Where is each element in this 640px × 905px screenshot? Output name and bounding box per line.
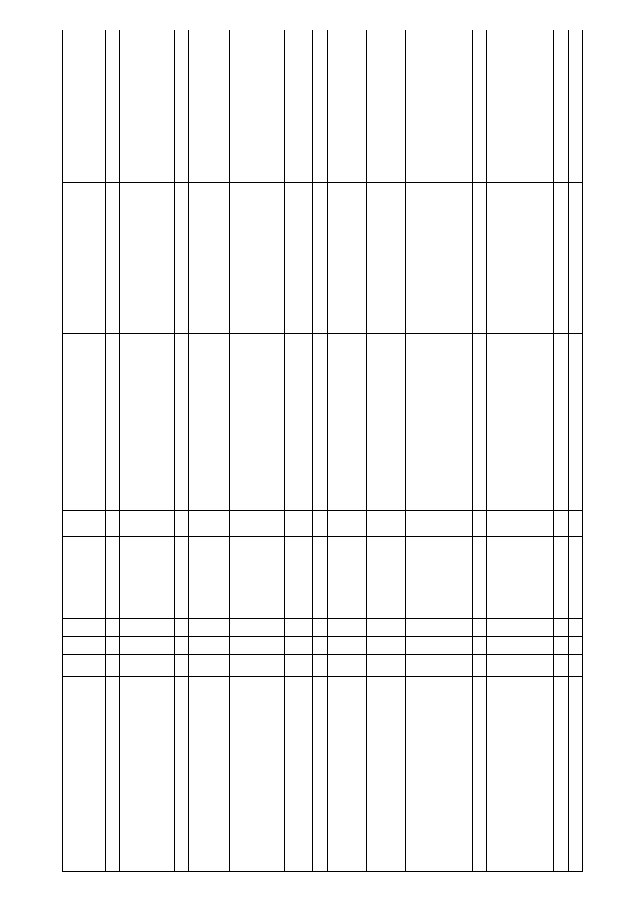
cell-expense-type [229,511,284,537]
cell-section [487,637,554,655]
cell-name [568,677,582,872]
cell-subsection [487,619,554,637]
cell-target-article [367,537,406,619]
cell-sum-2021 [175,30,189,183]
cell-section [406,637,473,655]
table-row [406,30,473,872]
cell-name [175,677,189,872]
cell-admin [105,655,119,677]
cell-admin [487,655,554,677]
cell-sum-2020 [554,183,568,334]
cell-sum-2019 [554,334,568,511]
cell-expense-type [284,511,313,537]
cell-target-article [229,537,284,619]
cell-sum-2019 [63,334,106,511]
cell-sum-2021 [406,30,473,183]
cell-sum-2020 [487,183,554,334]
cell-section [568,637,582,655]
cell-target-article [120,537,175,619]
cell-admin [313,655,327,677]
budget-table [62,30,583,872]
table-row [175,30,189,872]
cell-expense-type [327,511,366,537]
cell-sum-2020 [367,183,406,334]
table-row [554,30,568,872]
cell-sum-2019 [406,334,473,511]
cell-expense-type [554,511,568,537]
cell-sum-2020 [229,183,284,334]
cell-expense-type [120,511,175,537]
cell-subsection [229,619,284,637]
cell-name [284,677,313,872]
cell-subsection [327,619,366,637]
cell-subsection [568,619,582,637]
cell-subsection [120,619,175,637]
cell-name [63,677,106,872]
table-row [284,30,313,872]
cell-target-article [487,537,554,619]
cell-admin [284,655,313,677]
table-row [487,30,554,872]
cell-sum-2019 [313,334,327,511]
cell-admin [63,655,106,677]
cell-name [189,677,230,872]
cell-sum-2021 [487,30,554,183]
cell-sum-2020 [63,183,106,334]
cell-subsection [406,619,473,637]
cell-subsection [284,619,313,637]
cell-expense-type [568,511,582,537]
cell-admin [175,655,189,677]
cell-sum-2019 [568,334,582,511]
cell-subsection [313,619,327,637]
table-row [189,30,230,872]
cell-name [554,677,568,872]
cell-section [189,637,230,655]
table-row [473,30,487,872]
cell-admin [327,655,366,677]
cell-section [284,637,313,655]
cell-expense-type [189,511,230,537]
cell-name [406,677,473,872]
cell-admin [189,655,230,677]
cell-expense-type [473,511,487,537]
cell-target-article [105,537,119,619]
cell-target-article [63,537,106,619]
cell-admin [568,655,582,677]
cell-name [313,677,327,872]
cell-sum-2021 [473,30,487,183]
cell-target-article [284,537,313,619]
cell-subsection [175,619,189,637]
cell-sum-2019 [367,334,406,511]
table-row [327,30,366,872]
cell-sum-2020 [327,183,366,334]
cell-sum-2020 [189,183,230,334]
cell-sum-2021 [105,30,119,183]
cell-sum-2020 [313,183,327,334]
cell-expense-type [487,511,554,537]
cell-section [120,637,175,655]
cell-sum-2019 [175,334,189,511]
table-row [367,30,406,872]
cell-sum-2021 [229,30,284,183]
cell-sum-2020 [120,183,175,334]
cell-sum-2019 [189,334,230,511]
cell-sum-2020 [568,183,582,334]
cell-name [120,677,175,872]
cell-sum-2020 [175,183,189,334]
cell-name [367,677,406,872]
cell-sum-2020 [473,183,487,334]
table-row [105,30,119,872]
cell-name [229,677,284,872]
cell-name [487,677,554,872]
cell-subsection [63,619,106,637]
cell-sum-2019 [229,334,284,511]
cell-admin [367,655,406,677]
cell-target-article [406,537,473,619]
cell-name [473,677,487,872]
cell-expense-type [105,511,119,537]
cell-section [229,637,284,655]
cell-target-article [568,537,582,619]
cell-target-article [473,537,487,619]
cell-sum-2019 [327,334,366,511]
cell-section [554,637,568,655]
cell-sum-2019 [120,334,175,511]
cell-sum-2019 [105,334,119,511]
table-row [63,30,106,872]
table-row [568,30,582,872]
cell-section [367,637,406,655]
cell-subsection [473,619,487,637]
cell-subsection [105,619,119,637]
cell-admin [120,655,175,677]
cell-admin [229,655,284,677]
cell-target-article [554,537,568,619]
rotated-page [62,30,583,872]
cell-expense-type [63,511,106,537]
table-row [120,30,175,872]
cell-subsection [554,619,568,637]
cell-target-article [189,537,230,619]
cell-expense-type [313,511,327,537]
table-row [229,30,284,872]
cell-sum-2020 [105,183,119,334]
cell-sum-2019 [473,334,487,511]
cell-sum-2021 [63,30,106,183]
cell-subsection [189,619,230,637]
cell-sum-2021 [367,30,406,183]
cell-name [327,677,366,872]
cell-expense-type [367,511,406,537]
cell-admin [473,655,487,677]
budget-table-body [63,30,583,872]
table-row [313,30,327,872]
cell-sum-2019 [284,334,313,511]
cell-sum-2021 [284,30,313,183]
cell-target-article [327,537,366,619]
cell-sum-2019 [487,334,554,511]
cell-expense-type [175,511,189,537]
cell-target-article [313,537,327,619]
cell-section [105,637,119,655]
cell-section [175,637,189,655]
cell-name [105,677,119,872]
cell-sum-2021 [313,30,327,183]
cell-section [313,637,327,655]
cell-admin [406,655,473,677]
cell-sum-2021 [568,30,582,183]
cell-target-article [175,537,189,619]
cell-sum-2020 [406,183,473,334]
cell-sum-2021 [189,30,230,183]
cell-sum-2021 [120,30,175,183]
cell-sum-2020 [284,183,313,334]
cell-section [63,637,106,655]
cell-section [473,637,487,655]
cell-sum-2021 [327,30,366,183]
cell-subsection [367,619,406,637]
cell-sum-2021 [554,30,568,183]
cell-admin [554,655,568,677]
cell-section [327,637,366,655]
cell-expense-type [406,511,473,537]
